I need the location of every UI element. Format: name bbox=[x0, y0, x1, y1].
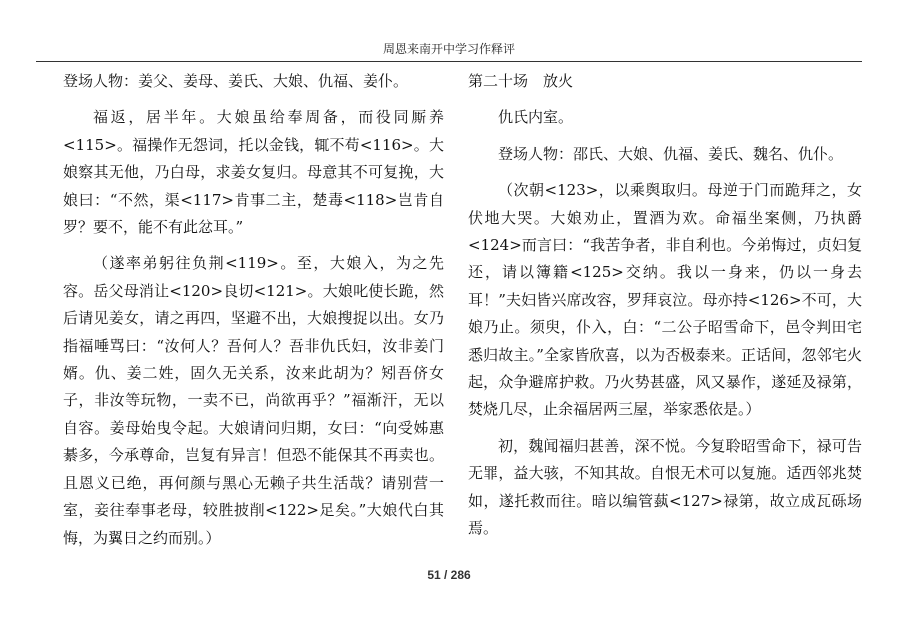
body-paragraph: 福返，居半年。大娘虽给奉周备，而役同厮养<115>。福操作无怨词，托以金钱，辄不苟<116>。大娘察其无他，乃白母，求姜女复归。母意其不可复挽，大娘曰：“不然，渠<117>肯事二主，楚毒<118>岂肯自罗？要不，能不有此忿耳。” bbox=[63, 108, 444, 237]
scene-title: 第二十场 放火 bbox=[468, 72, 574, 90]
right-column bbox=[468, 68, 862, 543]
stage-direction-paragraph: （遂率弟躬往负荆<119>。至，大娘入，为之先容。岳父母消让<120>良切<121>。大娘叱使长跪，然后请见姜女，请之再四，坚避不出，大娘搜捉以出。女乃指福唾骂曰：“汝何人？吾何人？吾非仇氏妇，汝非姜门婿。仇、姜二姓，固久无关系，汝来此胡为？矧吾侪女子，非汝等玩物，一卖不已，尚欲再乎？”福渐汗，无以自容。姜母始曳令起。大娘请问归期，女曰：“向受姊惠綦多，今承尊命，岂复有异言！但恐不能保其不再卖也。且恩义已绝，再何颜与黑心无赖子共生活哉？请别营一室，妾往奉事老母，较胜披削<122>足矣。”大娘代白其悔，为翼日之约而别。） bbox=[63, 254, 444, 547]
page-indicator: 51 / 286 bbox=[427, 568, 471, 582]
scene-setting: 仇氏内室。 bbox=[498, 108, 574, 127]
stage-direction-paragraph: （次朝<123>，以乘舆取归。母逆于门而跪拜之，女伏地大哭。大娘劝止，置酒为欢。命福坐案侧，乃执爵<124>而言曰：“我苦争者，非自利也。今弟悔过，贞妇复还，请以簿籍<125>交纳。我以一身来，仍以一身去耳！”夫妇皆兴席改容，罗拜哀泣。母亦持<126>不可，大娘乃止。须臾，仆入，白：“二公子昭雪命下，邑令判田宅悉归故主。”全家皆欣喜，以为否极泰来。正话间，忽邻宅火起，众争避席护救。乃火势甚盛，风又暴作，遂延及禄第，焚烧几尽，止余福居两三屋，举家悉依是。） bbox=[468, 181, 862, 419]
left-column bbox=[63, 68, 444, 552]
running-header: 周恩来南开中学习作释评 bbox=[382, 42, 515, 56]
body-paragraph: 初，魏闻福归甚善，深不悦。今复聆昭雪命下，禄可告无罪，益大骇，不知其故。自恨无术可以复施。适西邻兆焚如，遂托救而往。暗以编管蓺<127>禄第，故立成瓦砾场焉。 bbox=[468, 436, 862, 538]
cast-list: 登场人物：邵氏、大娘、仇福、姜氏、魏名、仇仆。 bbox=[498, 144, 844, 163]
cast-list: 登场人物：姜父、姜母、姜氏、大娘、仇福、姜仆。 bbox=[63, 72, 409, 90]
header-rule bbox=[36, 61, 862, 62]
